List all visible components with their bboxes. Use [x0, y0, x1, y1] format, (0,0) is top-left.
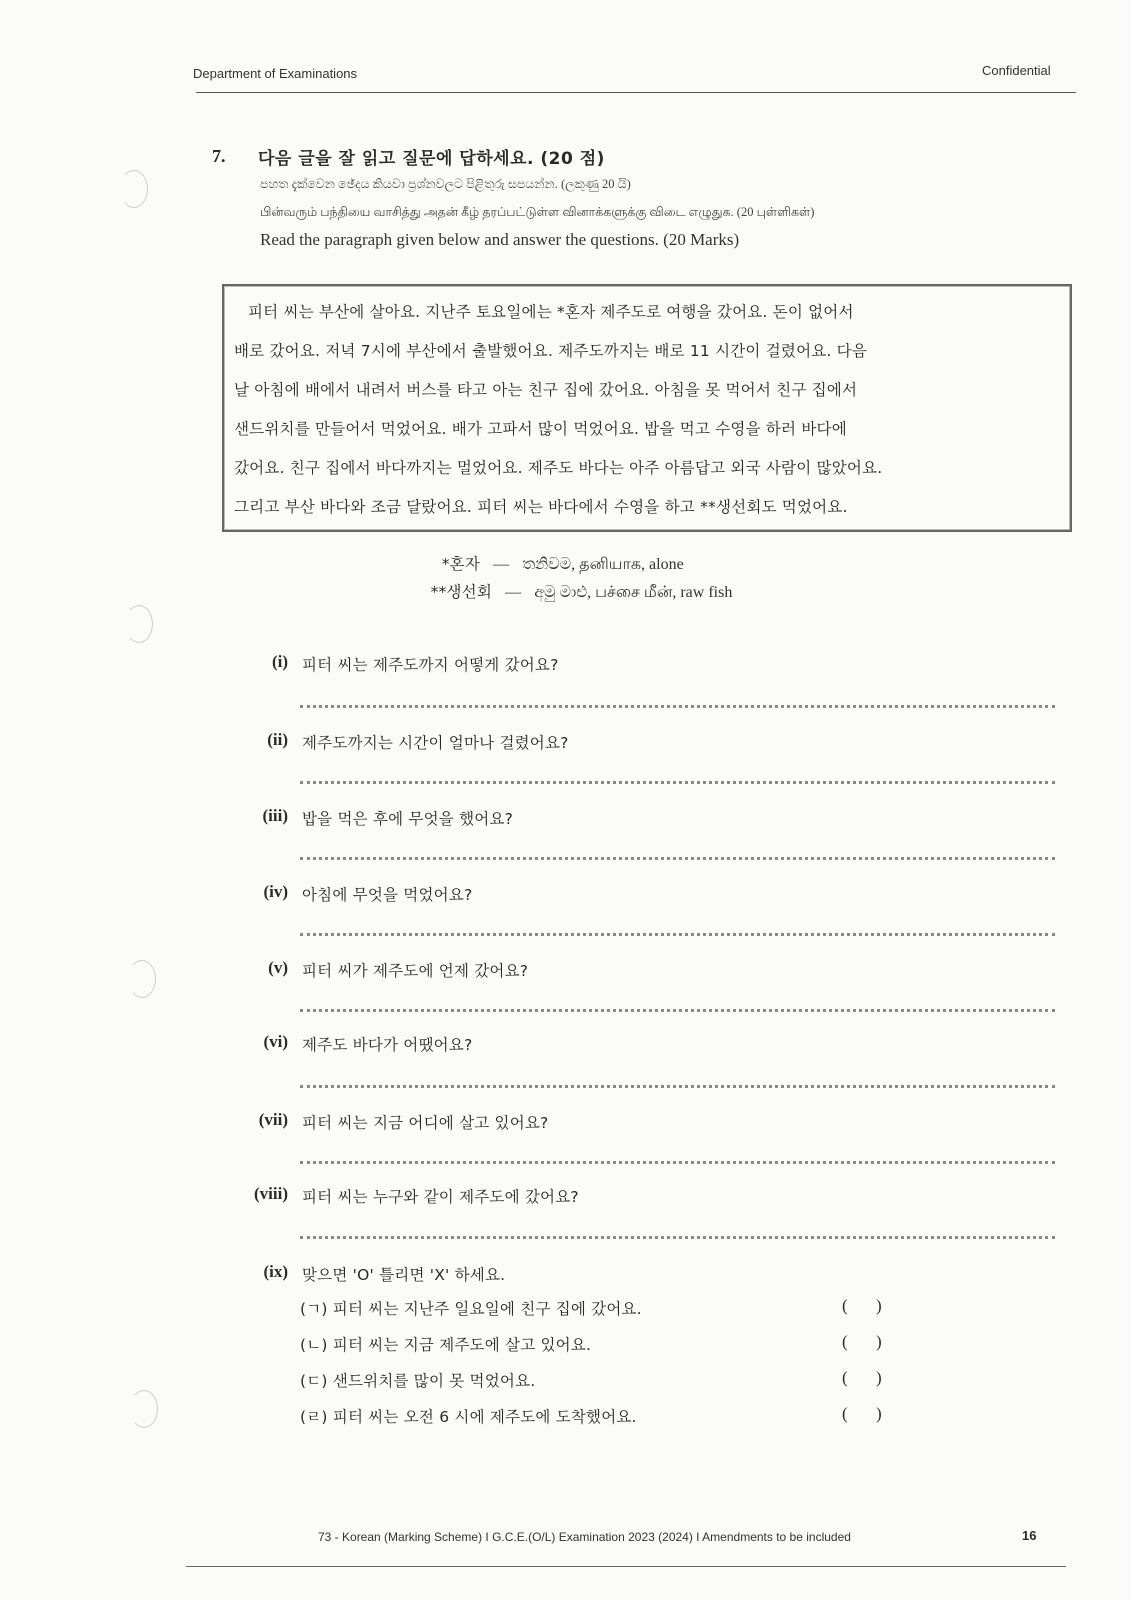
answer-line[interactable] [300, 1009, 1055, 1012]
question-numeral: (i) [271, 652, 288, 671]
glossary-meaning: තනිවම, தனியாக, alone [522, 556, 684, 573]
glossary-meaning: අමු මාළු, பச்சை மீன், raw fish [534, 584, 733, 601]
punch-hole-mark [125, 605, 153, 643]
true-false-instruction: 맞으면 'O' 틀리면 'X' 하세요. [302, 1266, 506, 1284]
true-false-item: (ㄹ) 피터 씨는 오전 6 시에 제주도에 도착했어요. [300, 1408, 637, 1426]
answer-line[interactable] [300, 705, 1055, 708]
question-numeral: (vii) [258, 1110, 288, 1129]
instruction-tamil: பின்வரும் பந்தியை வாசித்து அதன் கீழ் தரப்பட்டுள்ள வினாக்களுக்கு விடை எழுதுக. (20 புள்ளிகள்) [260, 205, 815, 219]
question-numeral: (ix) [263, 1262, 288, 1281]
answer-bracket-close[interactable]: ) [876, 1296, 882, 1315]
glossary-term: **생선회 [430, 583, 492, 601]
answer-line[interactable] [300, 857, 1055, 860]
header-confidential: Confidential [982, 63, 1051, 78]
passage-line: 샌드위치를 만들어서 먹었어요. 배가 고파서 많이 먹었어요. 밥을 먹고 수영을 하러 바다에 [234, 420, 847, 438]
answer-line[interactable] [300, 781, 1055, 784]
instruction-korean: 다음 글을 잘 읽고 질문에 답하세요. (20 점) [258, 149, 605, 169]
answer-bracket-open[interactable]: ( [842, 1332, 848, 1351]
header-department: Department of Examinations [193, 66, 358, 81]
question-numeral: (iv) [263, 882, 288, 901]
question-numeral: (vi) [263, 1032, 288, 1051]
passage-line: 날 아침에 배에서 내려서 버스를 타고 아는 친구 집에 갔어요. 아침을 못 먹어서 친구 집에서 [234, 381, 858, 399]
glossary-dash: — [505, 584, 522, 601]
question-text: 제주도까지는 시간이 얼마나 걸렸어요? [302, 734, 569, 752]
glossary-dash: — [493, 556, 510, 573]
answer-bracket-open[interactable]: ( [842, 1404, 848, 1423]
question-number: 7. [212, 146, 226, 166]
question-text: 아침에 무엇을 먹었어요? [302, 886, 473, 904]
question-numeral: (iii) [262, 806, 288, 825]
passage-line: 갔어요. 친구 집에서 바다까지는 멀었어요. 제주도 바다는 아주 아름답고 외국 사람이 많았어요. [234, 459, 883, 477]
passage-line: 그리고 부산 바다와 조금 달랐어요. 피터 씨는 바다에서 수영을 하고 **생선회도 먹었어요. [234, 498, 848, 516]
punch-hole-mark [120, 170, 148, 208]
footer-rule [186, 1566, 1066, 1567]
answer-bracket-close[interactable]: ) [876, 1368, 882, 1387]
passage-line: 배로 갔어요. 저녁 7시에 부산에서 출발했어요. 제주도까지는 배로 11 시간이 걸렸어요. 다음 [234, 342, 868, 360]
answer-bracket-open[interactable]: ( [842, 1368, 848, 1387]
punch-hole-mark [128, 960, 156, 998]
answer-line[interactable] [300, 1236, 1055, 1239]
glossary-entry [408, 580, 848, 603]
question-text: 피터 씨가 제주도에 언제 갔어요? [302, 962, 529, 980]
question-numeral: (viii) [254, 1184, 288, 1203]
answer-bracket-open[interactable]: ( [842, 1296, 848, 1315]
answer-bracket-close[interactable]: ) [876, 1404, 882, 1423]
glossary-term: *혼자 [441, 555, 480, 573]
true-false-item: (ㄷ) 샌드위치를 많이 못 먹었어요. [300, 1372, 536, 1390]
glossary-entry [408, 552, 828, 575]
footer-text: 73 - Korean (Marking Scheme) I G.C.E.(O/L) Examination 2023 (2024) I Amendments to be included [318, 1530, 851, 1544]
passage-line: 피터 씨는 부산에 살아요. 지난주 토요일에는 *혼자 제주도로 여행을 갔어요. 돈이 없어서 [248, 303, 854, 321]
question-text: 피터 씨는 누구와 같이 제주도에 갔어요? [302, 1188, 579, 1206]
question-text: 제주도 바다가 어땠어요? [302, 1036, 473, 1054]
page-number: 16 [1022, 1528, 1037, 1543]
question-text: 피터 씨는 지금 어디에 살고 있어요? [302, 1114, 549, 1132]
instruction-sinhala: පහත දැක්වෙන ඡේදය කියවා ප්‍රශ්නවලට පිළිතුරු සපයන්න. (ලකුණු 20 යි) [260, 177, 631, 191]
punch-hole-mark [130, 1390, 158, 1428]
answer-bracket-close[interactable]: ) [876, 1332, 882, 1351]
question-numeral: (ii) [267, 730, 288, 749]
question-numeral: (v) [268, 958, 288, 977]
true-false-item: (ㄱ) 피터 씨는 지난주 일요일에 친구 집에 갔어요. [300, 1300, 642, 1318]
reading-passage-box [222, 284, 1072, 532]
true-false-item: (ㄴ) 피터 씨는 지금 제주도에 살고 있어요. [300, 1336, 592, 1354]
answer-line[interactable] [300, 933, 1055, 936]
answer-line[interactable] [300, 1085, 1055, 1088]
header-rule [196, 92, 1076, 93]
answer-line[interactable] [300, 1161, 1055, 1164]
question-text: 피터 씨는 제주도까지 어떻게 갔어요? [302, 656, 559, 674]
question-text: 밥을 먹은 후에 무엇을 했어요? [302, 810, 514, 828]
instruction-english: Read the paragraph given below and answer the questions. (20 Marks) [260, 230, 740, 249]
